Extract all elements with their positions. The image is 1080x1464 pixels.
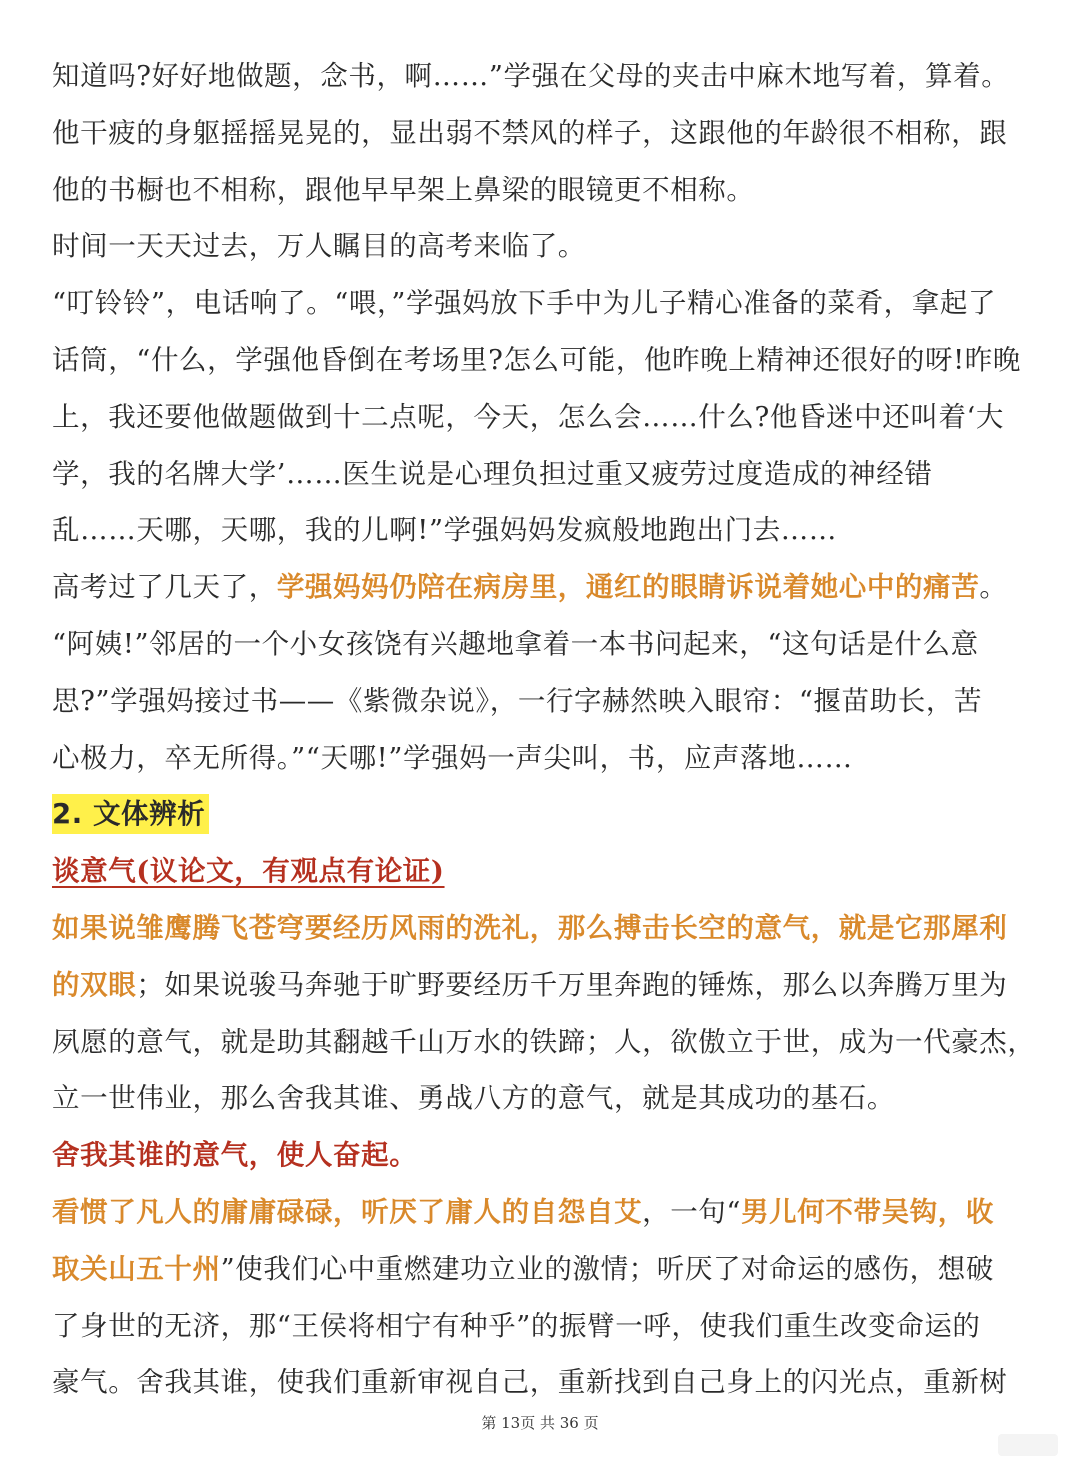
text-segment: 看惯了凡人的庸庸碌碌，听厌了庸人的自怨自艾 — [52, 1195, 643, 1228]
text-segment: 思?”学强妈接过书——《紫微杂说》，一行字赫然映入眼帘：“揠苗助长，苦 — [52, 684, 983, 717]
text-segment: ；如果说骏马奔驰于旷野要经历千万里奔跑的锤炼，那么以奔腾万里为 — [136, 968, 1008, 1001]
text-segment: 取关山五十州 — [52, 1252, 221, 1285]
text-line — [52, 48, 1032, 105]
text-segment: 如果说雏鹰腾飞苍穹要经历风雨的洗礼，那么搏击长空的意气，就是它那犀利 — [52, 911, 1008, 944]
text-segment: 高考过了几天了， — [52, 571, 277, 604]
text-segment: 上，我还要他做题做到十二点呢，今天，怎么会……什么?他昏迷中还叫着‘大 — [52, 400, 1004, 433]
text-segment: ”使我们心中重燃建功立业的激情；听厌了对命运的感伤，想破 — [220, 1252, 994, 1285]
text-segment: 立一世伟业，那么舍我其谁、勇战八方的意气，就是其成功的基石。 — [52, 1082, 895, 1115]
text-line — [52, 332, 1032, 389]
text-line — [52, 1241, 1032, 1298]
document-body — [52, 48, 1036, 1411]
text-segment: ，一句“ — [642, 1195, 742, 1228]
text-line — [52, 1354, 1032, 1411]
text-segment: 乱……天哪，天哪，我的儿啊!”学强妈妈发疯般地跑出门去…… — [52, 514, 838, 547]
text-segment: 豪气。舍我其谁，使我们重新审视自己，重新找到自己身上的闪光点，重新树 — [52, 1366, 1008, 1399]
page-number-footer: 第 13页 共 36 页 — [481, 1414, 599, 1432]
text-segment: 他干疲的身躯摇摇晃晃的，显出弱不禁风的样子，这跟他的年龄很不相称，跟 — [52, 116, 1008, 149]
text-segment: 心极力，卒无所得。”“天哪!”学强妈一声尖叫，书，应声落地…… — [52, 741, 853, 774]
text-line — [52, 275, 1032, 332]
text-line — [52, 1127, 1032, 1184]
text-line — [52, 957, 1032, 1014]
text-segment: 时间一天天过去，万人瞩目的高考来临了。 — [52, 230, 586, 263]
text-line — [52, 786, 1032, 843]
text-segment: “叮铃铃”，电话响了。“喂，”学强妈放下手中为儿子精心准备的菜肴，拿起了 — [52, 287, 997, 320]
watermark — [998, 1434, 1058, 1456]
text-segment: 男儿何不带吴钩，收 — [741, 1195, 994, 1228]
text-line — [52, 162, 1032, 219]
text-line — [52, 616, 1032, 673]
text-segment: 。 — [979, 571, 1008, 604]
text-segment: 夙愿的意气，就是助其翻越千山万水的铁蹄；人，欲傲立于世，成为一代豪杰， — [52, 1025, 1036, 1058]
text-segment: 知道吗?好好地做题，念书，啊……”学强在父母的夹击中麻木地写着，算着。 — [52, 60, 1010, 92]
text-line — [52, 1298, 1032, 1355]
text-line — [52, 218, 1032, 275]
text-line — [52, 730, 1032, 787]
text-line — [52, 389, 1032, 446]
text-segment: 了身世的无济，那“王侯将相宁有种乎”的振臂一呼，使我们重生改变命运的 — [52, 1309, 981, 1342]
text-segment: 他的书橱也不相称，跟他早早架上鼻梁的眼镜更不相称。 — [52, 173, 755, 206]
essay-title: 谈意气(议论文，有观点有论证) — [52, 855, 445, 888]
text-line — [52, 1184, 1032, 1241]
text-line — [52, 673, 1032, 730]
text-line — [52, 1070, 1032, 1127]
text-line — [52, 843, 1032, 900]
text-segment: 的双眼 — [52, 968, 137, 1001]
text-line — [52, 900, 1032, 957]
text-segment: “阿姨!”邻居的一个小女孩饶有兴趣地拿着一本书问起来，“这句话是什么意 — [52, 627, 979, 660]
text-segment: 学强妈妈仍陪在病房里，通红的眼睛诉说着她心中的痛苦 — [276, 571, 980, 604]
text-line — [52, 446, 1032, 503]
text-line — [52, 105, 1032, 162]
text-line — [52, 502, 1032, 559]
text-line — [52, 559, 1032, 616]
section-heading: 2. 文体辨析 — [52, 794, 209, 834]
text-segment: 学，我的名牌大学’……医生说是心理负担过重又疲劳过度造成的神经错 — [52, 457, 933, 490]
text-line — [52, 1014, 1036, 1071]
text-segment: 舍我其谁的意气，使人奋起。 — [52, 1139, 418, 1172]
text-segment: 话筒，“什么，学强他昏倒在考场里?怎么可能，他昨晚上精神还很好的呀!昨晚 — [52, 343, 1021, 376]
